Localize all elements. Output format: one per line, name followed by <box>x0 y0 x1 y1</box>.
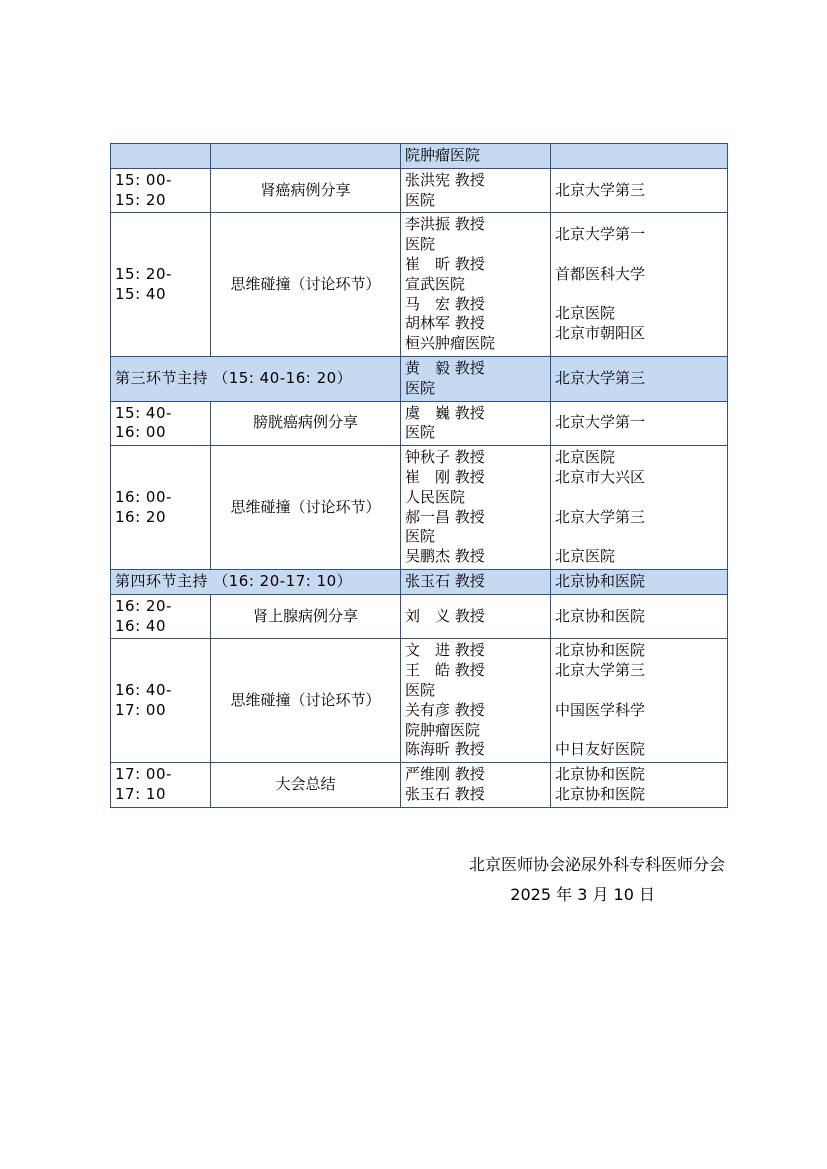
org-line: 中国医学科学 <box>555 700 646 719</box>
table-row <box>111 763 728 808</box>
cell-org <box>551 594 728 639</box>
cell-time <box>111 168 211 213</box>
cell-time <box>111 213 211 357</box>
speaker-line: 医院 <box>405 378 436 397</box>
org-line <box>555 245 723 265</box>
org-line: 北京大学第三 <box>555 368 646 387</box>
org-line: 北京市朝阳区 <box>555 324 646 343</box>
speaker-line: 医院 <box>405 680 436 699</box>
speaker-line: 严维刚 教授 <box>405 765 485 784</box>
cell-speaker <box>401 763 551 808</box>
cell-time <box>111 401 211 446</box>
org-line <box>555 488 723 508</box>
topic-text: 肾癌病例分享 <box>260 180 351 199</box>
time-line: 16: 20- <box>115 596 172 615</box>
org-line <box>555 721 723 741</box>
section-title: 第四环节主持 （16: 20-17: 10） <box>111 569 401 594</box>
speaker-line: 王 皓 教授 <box>405 661 485 680</box>
org-line: 北京协和医院 <box>555 784 646 803</box>
speaker-line: 吴鹏杰 教授 <box>405 547 485 566</box>
org-line: 首都医科大学 <box>555 264 646 283</box>
speaker-line: 陈海昕 教授 <box>405 740 485 759</box>
speaker-line: 医院 <box>405 423 436 442</box>
cell-org <box>551 639 728 763</box>
org-line: 北京协和医院 <box>555 765 646 784</box>
time-line: 17: 10 <box>115 784 166 803</box>
time-line: 16: 40- <box>115 680 172 699</box>
org-line: 北京大学第三 <box>555 661 646 680</box>
cell-topic <box>211 446 401 570</box>
speaker-line: 张洪宪 教授 <box>405 170 485 189</box>
cell-time <box>111 594 211 639</box>
cell-topic <box>211 763 401 808</box>
topic-text: 膀胱癌病例分享 <box>252 413 358 432</box>
speaker-line: 院肿瘤医院 <box>405 720 481 739</box>
speaker-line: 医院 <box>405 190 436 209</box>
speaker-line: 郝一昌 教授 <box>405 507 485 526</box>
speaker-line: 医院 <box>405 235 436 254</box>
org-line <box>555 285 723 305</box>
cell-time <box>111 763 211 808</box>
speaker-line: 张玉石 教授 <box>405 784 485 803</box>
cell-speaker <box>401 168 551 213</box>
topic-text: 大会总结 <box>275 775 336 793</box>
topic-text: 思维碰撞（讨论环节） <box>230 497 381 516</box>
topic-text: 肾上腺病例分享 <box>252 606 358 625</box>
topic-text: 思维碰撞（讨论环节） <box>230 274 381 293</box>
org-line: 中日友好医院 <box>555 740 646 759</box>
cell-time <box>111 144 211 169</box>
cell-speaker <box>401 213 551 357</box>
table-row <box>111 168 728 213</box>
speaker-line: 虞 巍 教授 <box>405 403 485 422</box>
speaker-line: 钟秋子 教授 <box>405 448 485 467</box>
time-line: 17: 00 <box>115 700 166 719</box>
table-row <box>111 639 728 763</box>
table-row <box>111 401 728 446</box>
org-line: 北京协和医院 <box>555 641 646 660</box>
time-line: 17: 00- <box>115 765 172 784</box>
speaker-line: 胡林军 教授 <box>405 314 485 333</box>
speaker-line: 张玉石 教授 <box>405 571 485 590</box>
speaker-line: 桓兴肿瘤医院 <box>405 334 496 353</box>
table-row <box>111 446 728 570</box>
org-line: 北京医院 <box>555 448 616 467</box>
table-row <box>111 144 728 169</box>
cell-speaker <box>401 639 551 763</box>
speaker-line: 黄 毅 教授 <box>405 358 485 377</box>
speaker-line: 马 宏 教授 <box>405 294 485 313</box>
cell-topic <box>211 401 401 446</box>
footer-organization: 北京医师协会泌尿外科专科医师分会 <box>468 855 725 874</box>
time-line: 16: 40 <box>115 616 166 635</box>
table-row <box>111 213 728 357</box>
org-line: 北京大学第一 <box>555 413 646 432</box>
section-title: 第三环节主持 （15: 40-16: 20） <box>111 356 401 401</box>
org-line: 北京医院 <box>555 547 616 566</box>
org-line: 北京大学第一 <box>555 225 646 244</box>
cell-topic <box>211 594 401 639</box>
speaker-line: 院肿瘤医院 <box>405 146 481 164</box>
cell-speaker <box>401 446 551 570</box>
speaker-line: 崔 昕 教授 <box>405 254 485 273</box>
time-line: 15: 20 <box>115 190 166 209</box>
time-line: 16: 00 <box>115 423 166 442</box>
cell-speaker <box>401 144 551 169</box>
table-row-section <box>111 356 728 401</box>
footer-date: 2025 年 3 月 10 日 <box>510 885 655 905</box>
topic-text: 思维碰撞（讨论环节） <box>230 690 381 709</box>
speaker-line: 医院 <box>405 527 436 546</box>
org-line: 北京医院 <box>555 304 616 323</box>
cell-org <box>551 401 728 446</box>
cell-time <box>111 446 211 570</box>
time-line: 15: 40- <box>115 403 172 422</box>
cell-org <box>551 168 728 213</box>
cell-org <box>551 763 728 808</box>
cell-org <box>551 446 728 570</box>
cell-topic <box>211 639 401 763</box>
schedule-table-wrapper <box>110 143 727 808</box>
cell-speaker <box>401 356 551 401</box>
table-row-section <box>111 569 728 594</box>
document-footer <box>110 850 727 911</box>
cell-org <box>551 213 728 357</box>
cell-speaker <box>401 594 551 639</box>
speaker-line: 人民医院 <box>405 487 466 506</box>
table-row <box>111 594 728 639</box>
cell-topic <box>211 168 401 213</box>
time-line: 16: 20 <box>115 507 166 526</box>
org-line: 北京协和医院 <box>555 571 646 590</box>
cell-time <box>111 639 211 763</box>
cell-org <box>551 569 728 594</box>
time-line: 15: 00- <box>115 170 172 189</box>
time-line: 16: 00- <box>115 487 172 506</box>
speaker-line: 文 进 教授 <box>405 641 485 660</box>
time-line: 15: 40 <box>115 284 166 303</box>
org-line <box>555 527 723 547</box>
org-line: 北京市大兴区 <box>555 467 646 486</box>
cell-org <box>551 144 728 169</box>
speaker-line: 关有彦 教授 <box>405 700 485 719</box>
org-line: 北京大学第三 <box>555 180 646 199</box>
speaker-line: 刘 义 教授 <box>405 606 485 625</box>
cell-org <box>551 356 728 401</box>
org-line: 北京协和医院 <box>555 606 646 625</box>
speaker-line: 崔 刚 教授 <box>405 467 485 486</box>
org-line: 北京大学第三 <box>555 507 646 526</box>
org-line <box>555 681 723 701</box>
cell-topic <box>211 144 401 169</box>
schedule-table <box>110 143 728 808</box>
cell-topic <box>211 213 401 357</box>
time-line: 15: 20- <box>115 264 172 283</box>
cell-speaker <box>401 401 551 446</box>
speaker-line: 宣武医院 <box>405 274 466 293</box>
cell-speaker <box>401 569 551 594</box>
speaker-line: 李洪振 教授 <box>405 215 485 234</box>
